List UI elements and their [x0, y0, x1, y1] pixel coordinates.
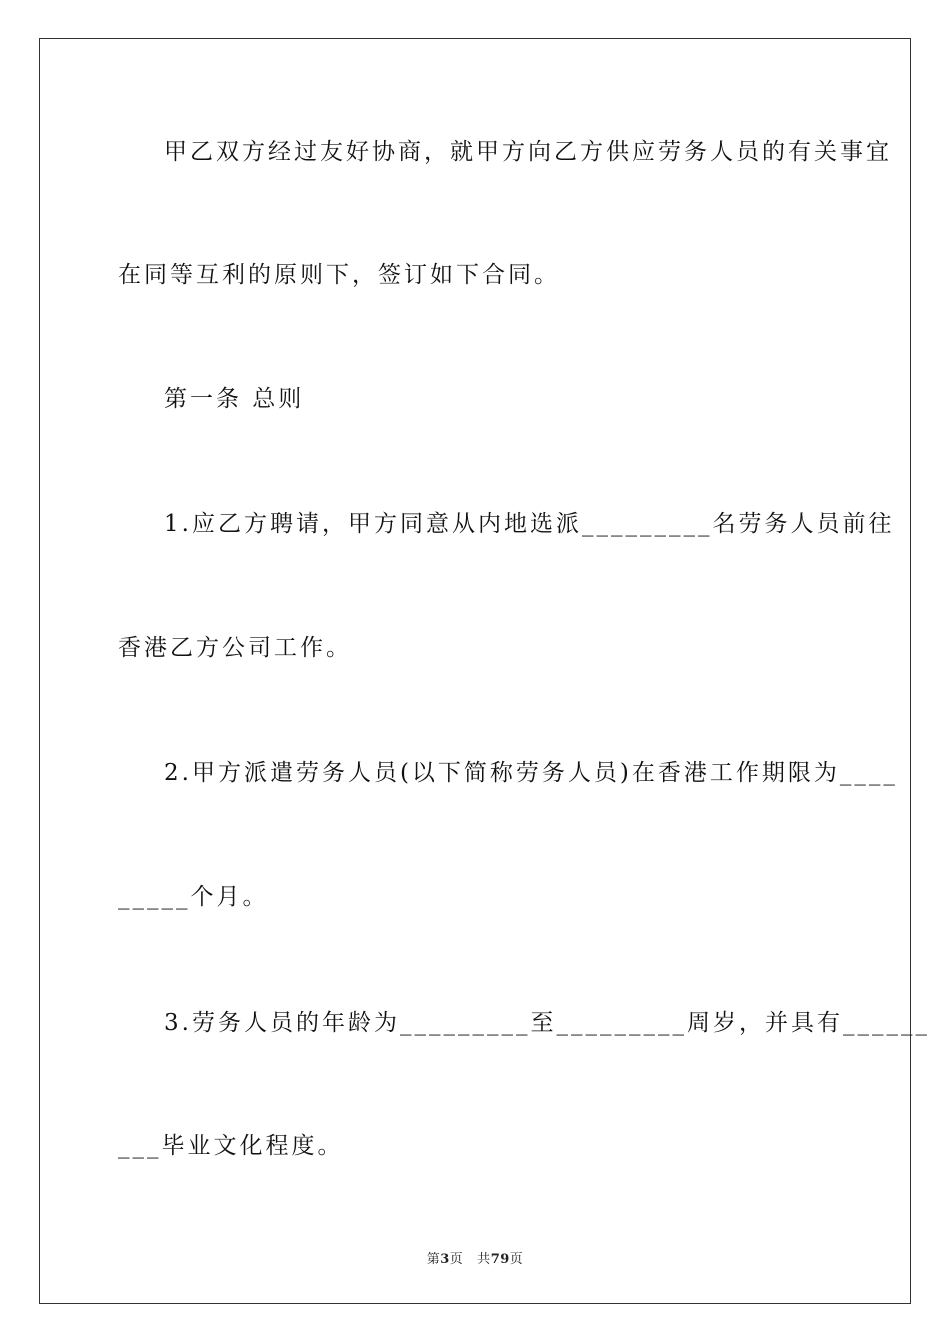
paragraph-intro-line-2: 在同等互利的原则下，签订如下合同。 [118, 262, 560, 288]
footer-total-prefix: 共 [477, 1252, 491, 1267]
clause-1-line-2: 香港乙方公司工作。 [118, 635, 352, 661]
footer-page-total: 79 [490, 1252, 510, 1267]
clause-1-line-1: 1.应乙方聘请，甲方同意从内地选派_________名劳务人员前往 [164, 511, 895, 537]
section-heading-general: 第一条 总则 [164, 386, 305, 412]
footer-page-prefix: 第 [426, 1252, 441, 1267]
clause-2-line-2: _____个月。 [118, 884, 269, 910]
footer-total-suffix: 页 [509, 1252, 524, 1267]
page-footer [0, 1248, 950, 1267]
footer-page-suffix: 页 [449, 1252, 464, 1267]
clause-3-line-2: ___毕业文化程度。 [118, 1133, 344, 1159]
clause-3-line-1: 3.劳务人员的年龄为_________至_________周岁，并具有______ [164, 1010, 930, 1036]
footer-page-current: 3 [440, 1252, 450, 1267]
clause-2-line-1: 2.甲方派遣劳务人员(以下简称劳务人员)在香港工作期限为____ [164, 760, 898, 786]
page-frame [39, 38, 930, 1304]
paragraph-intro-line-1: 甲乙双方经过友好协商，就甲方向乙方供应劳务人员的有关事宜 [164, 139, 892, 165]
